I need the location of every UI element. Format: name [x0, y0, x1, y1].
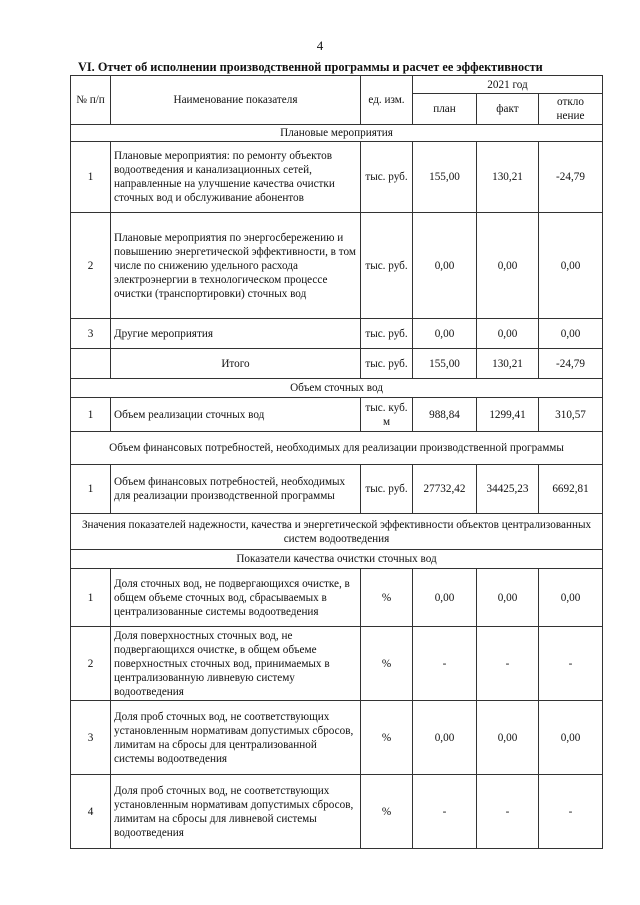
- row-plan: 0,00: [413, 569, 477, 627]
- row-fact: 1299,41: [477, 398, 539, 432]
- page-title: VI. Отчет об исполнении производственной программы и расчет ее эффективности: [78, 60, 543, 74]
- row-unit: тыс. куб. м: [361, 398, 413, 432]
- table-row: [71, 142, 603, 213]
- row-num: 2: [71, 213, 111, 319]
- row-unit: тыс. руб.: [361, 213, 413, 319]
- row-deviation: 0,00: [539, 701, 603, 775]
- row-num: 4: [71, 775, 111, 849]
- row-name: Доля сточных вод, не подвергающихся очистке, в общем объеме сточных вод, сбрасываемых в централизованные системы водоотведения: [111, 569, 361, 627]
- row-plan: 0,00: [413, 319, 477, 349]
- header-year: 2021 год: [413, 76, 603, 94]
- section-row: [71, 379, 603, 398]
- row-fact: -: [477, 627, 539, 701]
- row-num: 1: [71, 142, 111, 213]
- row-num: 1: [71, 398, 111, 432]
- report-table: [70, 75, 603, 849]
- row-num: 3: [71, 319, 111, 349]
- row-unit: %: [361, 627, 413, 701]
- row-deviation: 0,00: [539, 569, 603, 627]
- header-plan: план: [413, 94, 477, 125]
- table-row: [71, 627, 603, 701]
- table-row: [71, 213, 603, 319]
- row-deviation: 6692,81: [539, 465, 603, 514]
- row-name: Объем финансовых потребностей, необходимых для реализации производственной программы: [111, 465, 361, 514]
- header-unit: ед. изм.: [361, 76, 413, 125]
- row-fact: 0,00: [477, 569, 539, 627]
- table-row: [71, 398, 603, 432]
- row-plan: 155,00: [413, 142, 477, 213]
- row-plan: 0,00: [413, 213, 477, 319]
- row-unit: тыс. руб.: [361, 142, 413, 213]
- table-row: [71, 569, 603, 627]
- row-deviation: 0,00: [539, 213, 603, 319]
- page-number: 4: [316, 38, 324, 53]
- header-deviation: откло нение: [539, 94, 603, 125]
- row-num: 1: [71, 465, 111, 514]
- table-row: [71, 465, 603, 514]
- row-deviation: 0,00: [539, 319, 603, 349]
- section-volume: Объем сточных вод: [71, 379, 603, 398]
- row-name: Доля проб сточных вод, не соответствующих установленным нормативам допустимых сбросов, лимитам на сбросы для централизованной системы водоотведения: [111, 701, 361, 775]
- section-reliability: Значения показателей надежности, качества и энергетической эффективности объектов централизованных систем водоотведения: [71, 514, 603, 550]
- row-unit: %: [361, 775, 413, 849]
- row-fact: 130,21: [477, 142, 539, 213]
- section-row: [71, 125, 603, 142]
- header-fact: факт: [477, 94, 539, 125]
- row-unit: тыс. руб.: [361, 349, 413, 379]
- row-plan: -: [413, 627, 477, 701]
- row-name: Доля проб сточных вод, не соответствующих установленным нормативам допустимых сбросов, лимитам на сбросы для ливневой системы водоотведения: [111, 775, 361, 849]
- row-deviation: -24,79: [539, 349, 603, 379]
- row-num: 2: [71, 627, 111, 701]
- row-fact: -: [477, 775, 539, 849]
- header-row: [71, 76, 603, 94]
- row-plan: -: [413, 775, 477, 849]
- total-row: [71, 349, 603, 379]
- row-num: 1: [71, 569, 111, 627]
- row-plan: 155,00: [413, 349, 477, 379]
- row-fact: 34425,23: [477, 465, 539, 514]
- header-name: Наименование показателя: [111, 76, 361, 125]
- row-deviation: -: [539, 627, 603, 701]
- row-fact: 130,21: [477, 349, 539, 379]
- section-row: [71, 432, 603, 465]
- row-name: Доля поверхностных сточных вод, не подвергающихся очистке, в общем объеме поверхностных сточных вод, принимаемых в централизованную ливневую систему водоотведения: [111, 627, 361, 701]
- row-plan: 988,84: [413, 398, 477, 432]
- row-name: Объем реализации сточных вод: [111, 398, 361, 432]
- table-row: [71, 319, 603, 349]
- section-finance: Объем финансовых потребностей, необходимых для реализации производственной программы: [71, 432, 603, 465]
- row-name: Плановые мероприятия по энергосбережению и повышению энергетической эффективности, в том числе по снижению удельного расхода электроэнергии в технологическом процессе очистки (транспортировки) сточных вод: [111, 213, 361, 319]
- header-num: № п/п: [71, 76, 111, 125]
- row-unit: тыс. руб.: [361, 465, 413, 514]
- row-deviation: -24,79: [539, 142, 603, 213]
- row-fact: 0,00: [477, 213, 539, 319]
- table-row: [71, 775, 603, 849]
- row-name: Другие мероприятия: [111, 319, 361, 349]
- row-fact: 0,00: [477, 701, 539, 775]
- row-unit: %: [361, 569, 413, 627]
- row-deviation: -: [539, 775, 603, 849]
- row-fact: 0,00: [477, 319, 539, 349]
- row-plan: 27732,42: [413, 465, 477, 514]
- section-quality: Показатели качества очистки сточных вод: [71, 550, 603, 569]
- row-num: [71, 349, 111, 379]
- row-plan: 0,00: [413, 701, 477, 775]
- row-name: Итого: [111, 349, 361, 379]
- section-row: [71, 550, 603, 569]
- row-deviation: 310,57: [539, 398, 603, 432]
- section-planned: Плановые мероприятия: [71, 125, 603, 142]
- row-name: Плановые мероприятия: по ремонту объектов водоотведения и канализационных сетей, направленные на улучшение качества очистки сточных вод и обслуживание абонентов: [111, 142, 361, 213]
- section-row: [71, 514, 603, 550]
- table-row: [71, 701, 603, 775]
- row-num: 3: [71, 701, 111, 775]
- row-unit: %: [361, 701, 413, 775]
- row-unit: тыс. руб.: [361, 319, 413, 349]
